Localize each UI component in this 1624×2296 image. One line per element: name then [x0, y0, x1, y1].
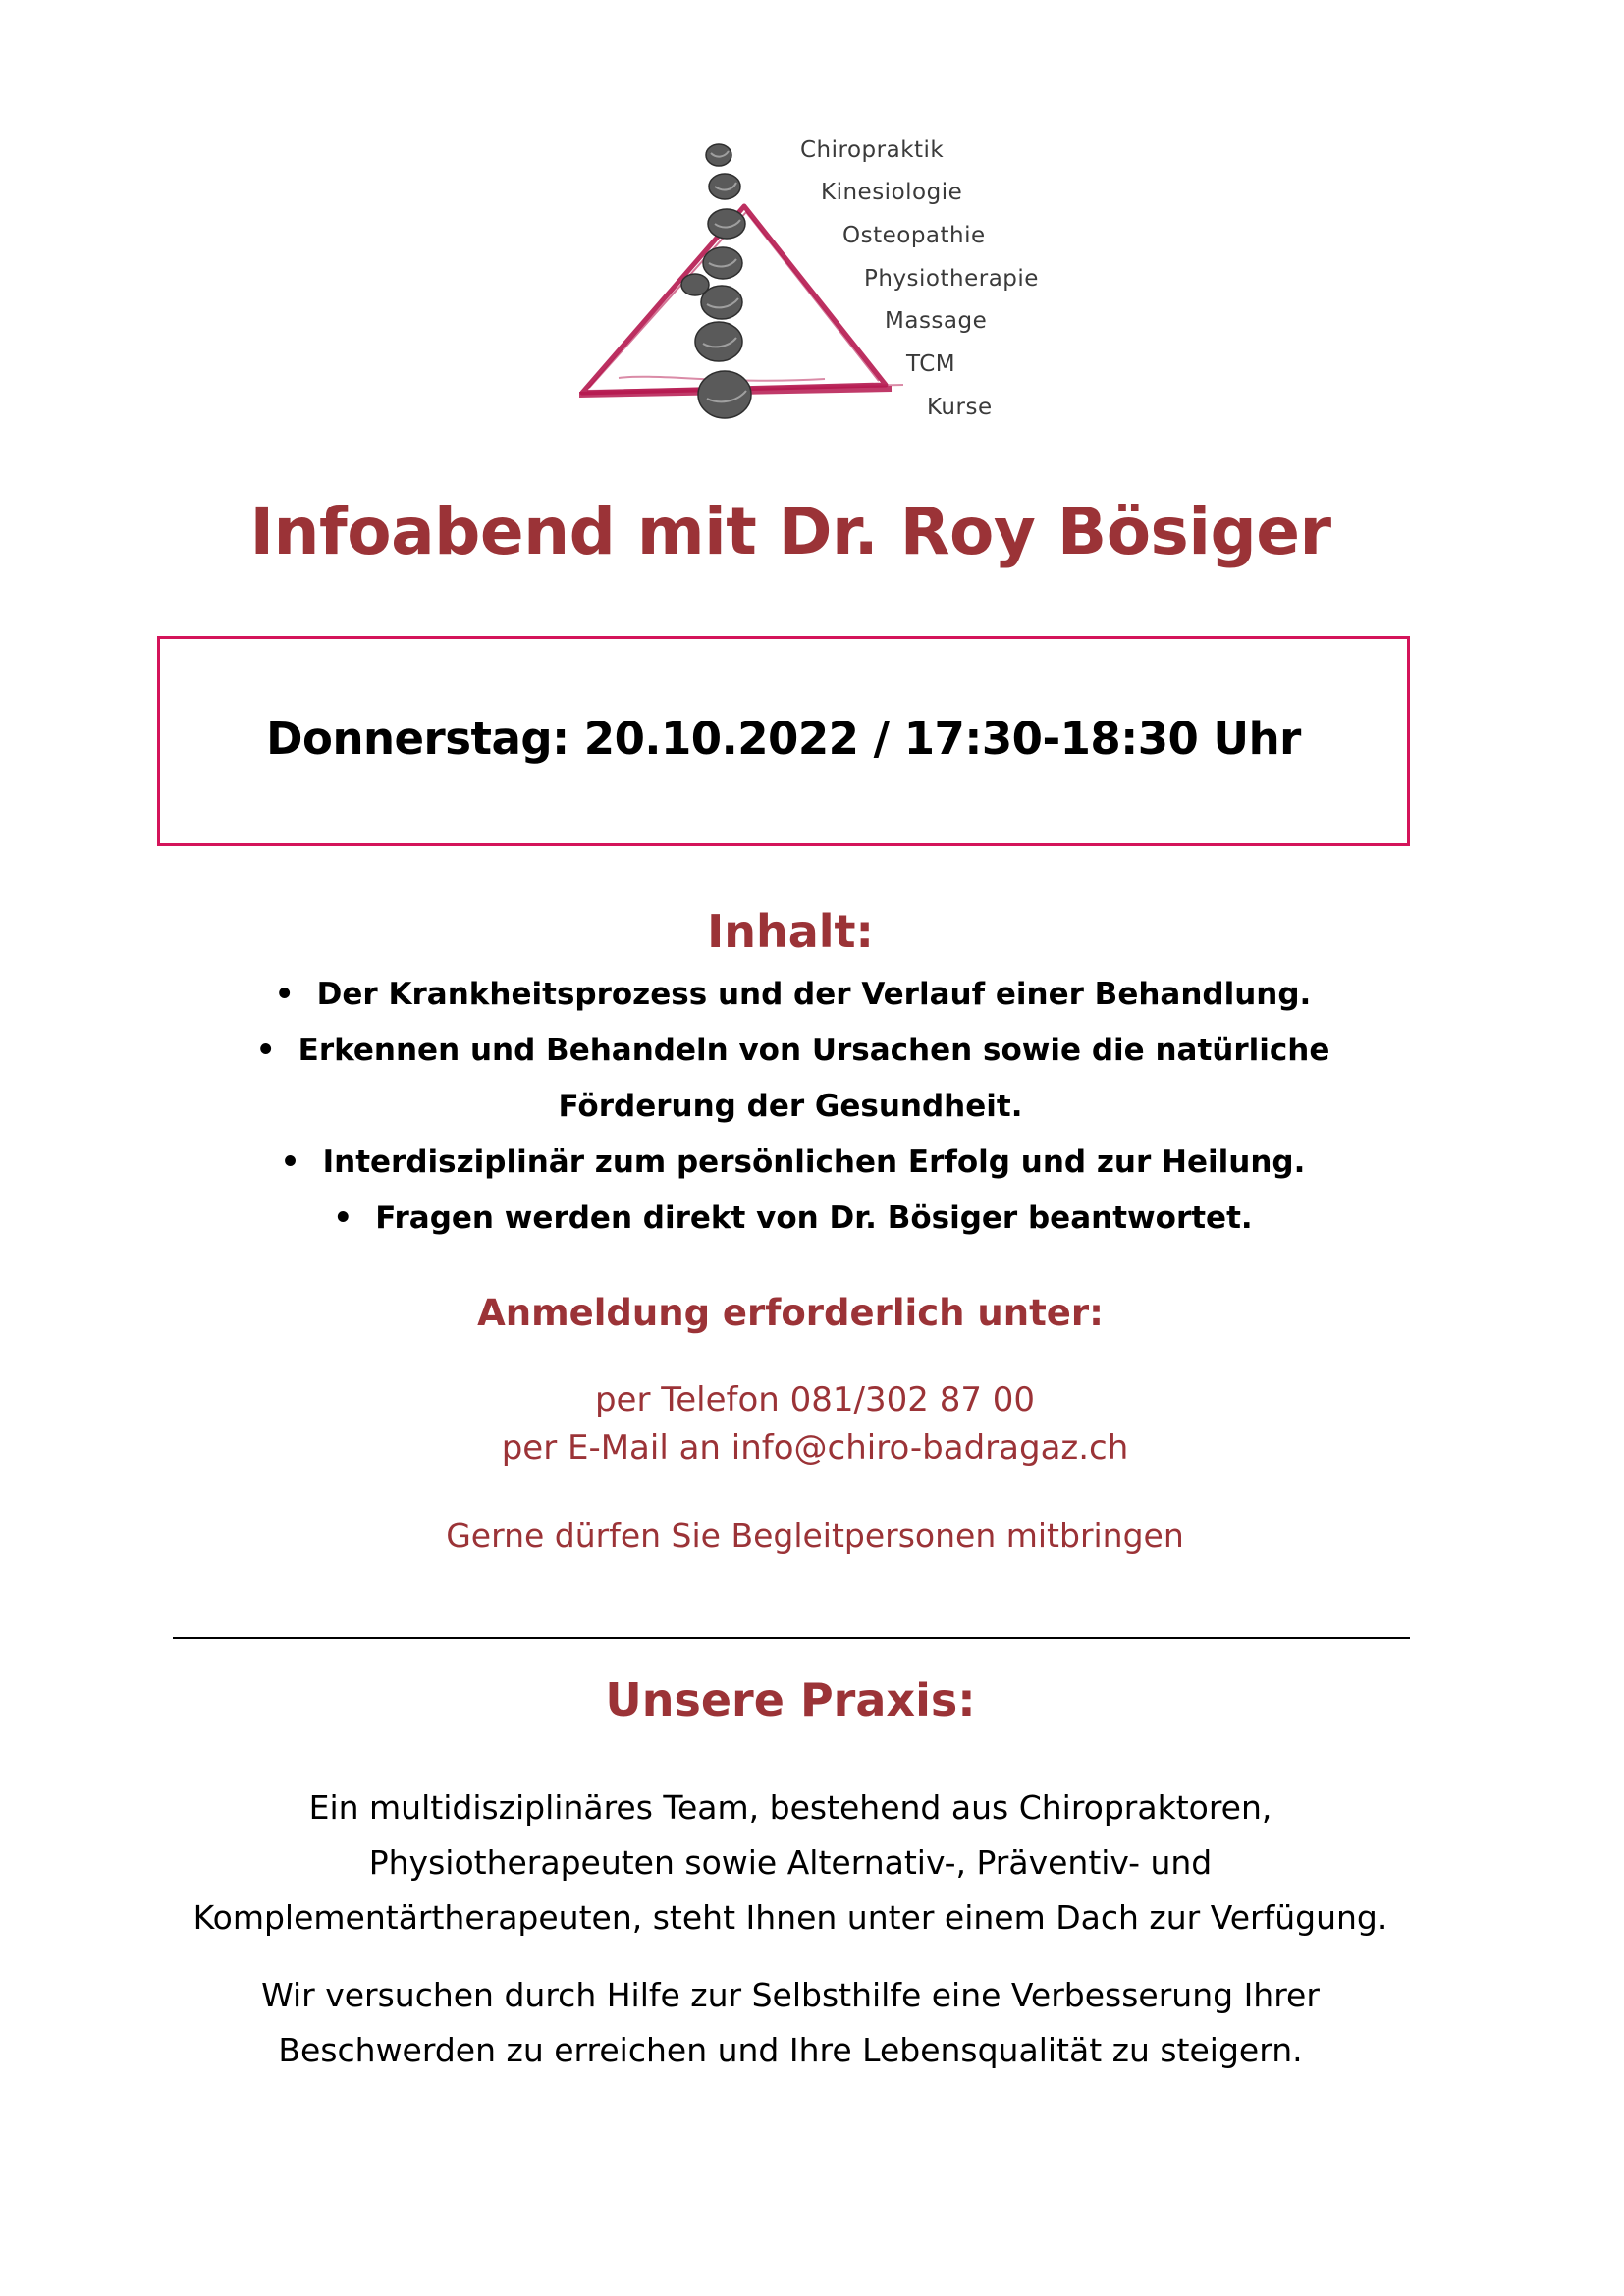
contact-phone: per Telefon 081/302 87 00 — [594, 1380, 1036, 1419]
list-item — [0, 967, 1581, 1023]
bullet-icon: • — [333, 1201, 353, 1236]
anmeldung-heading: Anmeldung erforderlich unter: — [477, 1292, 1104, 1334]
service-kurse: Kurse — [927, 395, 993, 420]
list-item-text: Der Krankheitsprozess und der Verlauf einer Behandlung. — [316, 977, 1312, 1012]
service-kinesiologie: Kinesiologie — [821, 180, 963, 205]
event-date-box — [157, 636, 1410, 846]
contact-email: per E-Mail an info@chiro-badragaz.ch — [501, 1428, 1129, 1468]
list-item — [0, 1191, 1581, 1247]
list-item-text: Erkennen und Behandeln von Ursachen sowie die natürliche — [298, 1033, 1330, 1068]
bullet-icon: • — [280, 1145, 300, 1180]
divider — [173, 1637, 1410, 1639]
list-item-text: Fragen werden direkt von Dr. Bösiger beantwortet. — [375, 1201, 1253, 1236]
service-tcm: TCM — [906, 351, 956, 377]
page-title: Infoabend mit Dr. Roy Bösiger — [249, 494, 1331, 569]
praxis-paragraph-2 — [98, 1968, 1483, 2078]
paragraph-line: Beschwerden zu erreichen und Ihre Lebensqualität zu steigern. — [278, 2031, 1303, 2069]
list-item — [0, 1023, 1581, 1079]
service-massage: Massage — [885, 308, 988, 334]
list-item — [0, 1135, 1581, 1191]
paragraph-line: Physiotherapeuten sowie Alternativ-, Präventiv- und — [368, 1843, 1213, 1882]
event-date-text: Donnerstag: 20.10.2022 / 17:30-18:30 Uhr — [266, 712, 1301, 765]
bullet-icon: • — [274, 977, 295, 1012]
service-chiropraktik: Chiropraktik — [800, 137, 945, 163]
paragraph-line: Ein multidisziplinäres Team, bestehend aus Chiropraktoren, — [308, 1789, 1272, 1827]
inhalt-list — [0, 967, 1581, 1247]
bullet-icon: • — [255, 1033, 276, 1068]
inhalt-heading: Inhalt: — [707, 905, 874, 958]
list-item-text: Interdisziplinär zum persönlichen Erfolg und zur Heilung. — [322, 1145, 1306, 1180]
service-physiotherapie: Physiotherapie — [864, 266, 1039, 292]
praxis-paragraph-1 — [98, 1781, 1483, 1946]
paragraph-line: Wir versuchen durch Hilfe zur Selbsthilfe eine Verbesserung Ihrer — [261, 1976, 1320, 2014]
praxis-heading: Unsere Praxis: — [605, 1674, 976, 1727]
list-item-continuation — [0, 1079, 1581, 1135]
companions-note: Gerne dürfen Sie Begleitpersonen mitbringen — [446, 1517, 1184, 1555]
service-osteopathie: Osteopathie — [842, 223, 986, 248]
services-list — [579, 128, 1070, 461]
paragraph-line: Komplementärtherapeuten, steht Ihnen unter einem Dach zur Verfügung. — [192, 1898, 1388, 1937]
list-item-text: Förderung der Gesundheit. — [558, 1089, 1023, 1124]
practice-logo — [579, 128, 1070, 461]
